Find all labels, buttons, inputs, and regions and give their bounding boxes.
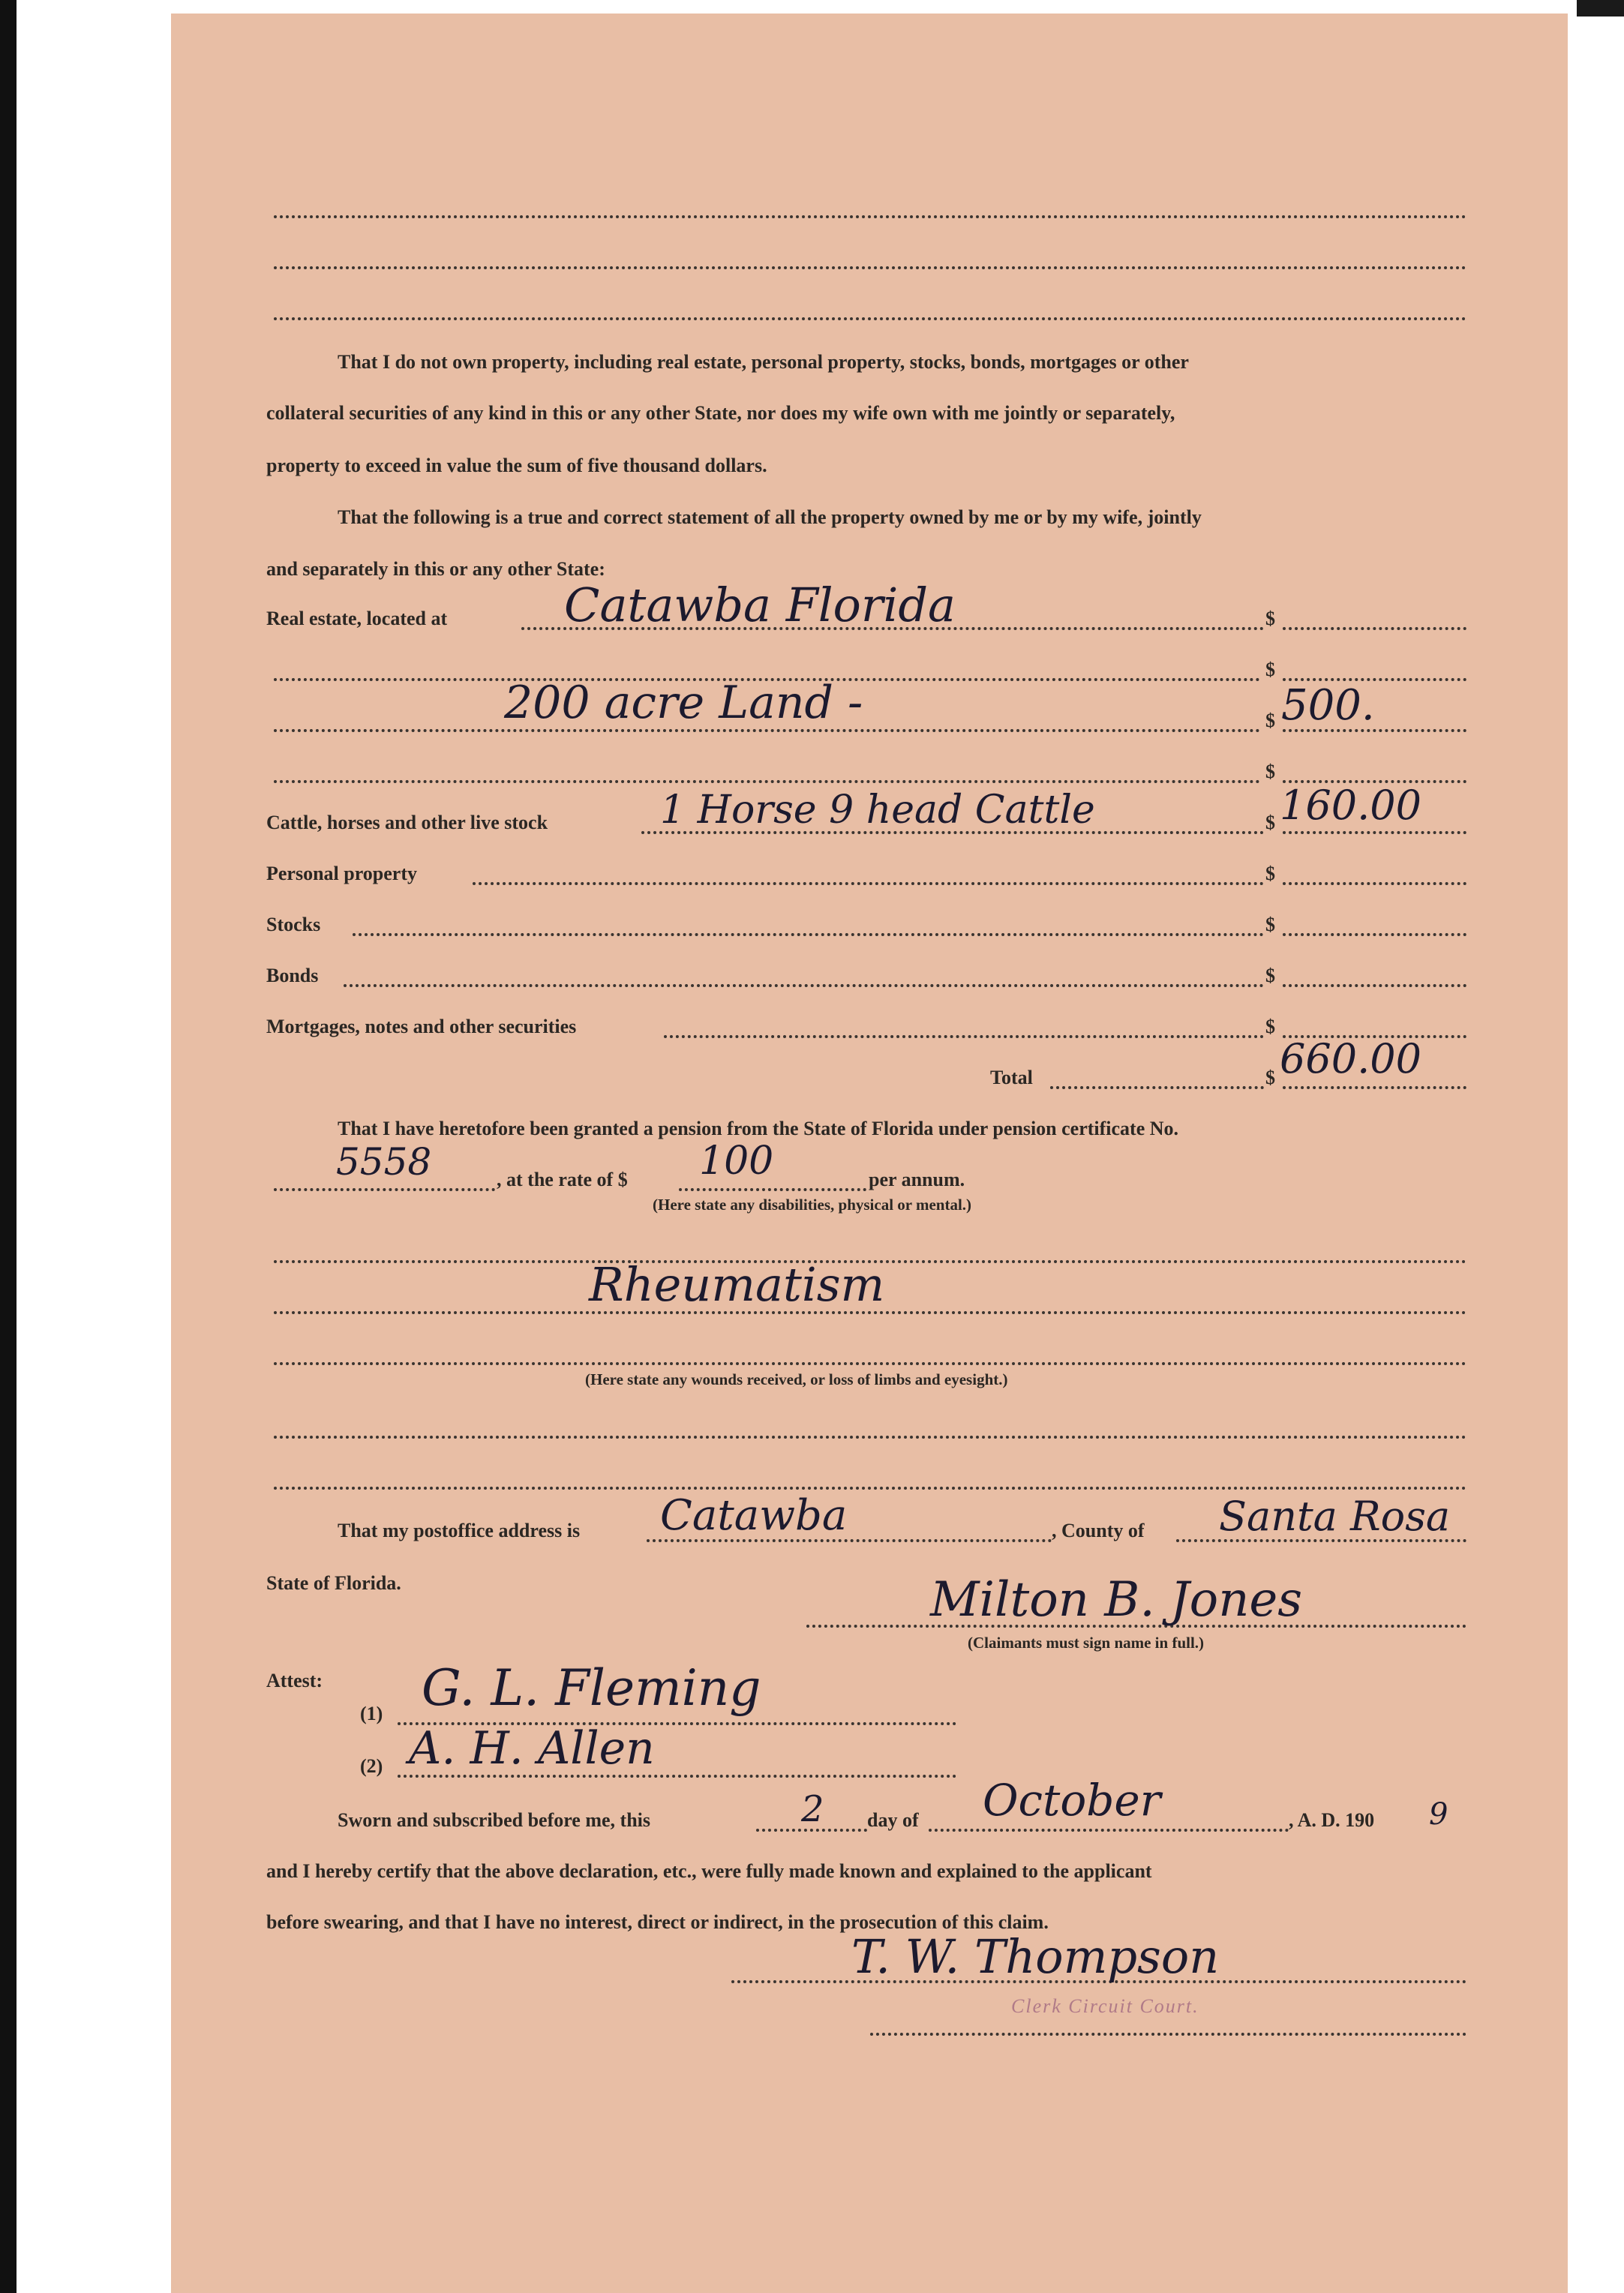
real-estate-label: Real estate, located at bbox=[266, 608, 448, 629]
amount-line bbox=[1283, 624, 1466, 630]
property-list-intro: That the following is a true and correct statement of all the property owned by me or by my wife, jointly bbox=[338, 506, 1202, 528]
disability-entry: Rheumatism bbox=[589, 1257, 885, 1312]
livestock-value: 160.00 bbox=[1280, 782, 1421, 829]
witness-1-signature: G. L. Fleming bbox=[422, 1659, 761, 1717]
rate-line bbox=[679, 1185, 866, 1191]
stocks-label: Stocks bbox=[266, 914, 321, 935]
month-line bbox=[929, 1826, 1289, 1832]
county-label: , County of bbox=[1052, 1520, 1145, 1541]
disability-note: (Here state any disabilities, physical or mental.) bbox=[653, 1196, 972, 1214]
wounds-note: (Here state any wounds received, or loss of limbs and eyesight.) bbox=[585, 1370, 1008, 1388]
bonds-line bbox=[344, 981, 1264, 987]
amount-line bbox=[1283, 1083, 1466, 1089]
postoffice-label: That my postoffice address is bbox=[338, 1520, 581, 1541]
amount-line bbox=[1283, 981, 1466, 987]
certify-statement: and I hereby certify that the above declaration, etc., were fully made known and explained to the applicant bbox=[266, 1860, 1152, 1882]
total-label: Total bbox=[990, 1067, 1033, 1088]
postoffice-entry: Catawba bbox=[660, 1491, 848, 1540]
blank-line bbox=[274, 1484, 1466, 1490]
blank-line bbox=[274, 1433, 1466, 1439]
dollar-sign: $ bbox=[1265, 1067, 1275, 1088]
real-estate-location: Catawba Florida bbox=[564, 578, 956, 632]
personal-property-label: Personal property bbox=[266, 863, 417, 884]
clerk-title-line bbox=[870, 2030, 1466, 2036]
property-statement-line: collateral securities of any kind in this or any other State, nor does my wife own with me jointly or separately, bbox=[266, 402, 1175, 424]
witness-2-signature: A. H. Allen bbox=[409, 1722, 655, 1775]
dollar-sign: $ bbox=[1265, 761, 1275, 782]
amount-line bbox=[1283, 828, 1466, 834]
property-list-intro: and separately in this or any other State: bbox=[266, 558, 605, 580]
clerk-stamp: Clerk Circuit Court. bbox=[1011, 1995, 1199, 2017]
dollar-sign: $ bbox=[1265, 965, 1275, 986]
sworn-month: October bbox=[983, 1775, 1161, 1826]
pension-statement: That I have heretofore been granted a pension from the State of Florida under pension certificate No. bbox=[338, 1118, 1179, 1139]
blank-line bbox=[274, 263, 1466, 269]
livestock-label: Cattle, horses and other live stock bbox=[266, 812, 548, 833]
state-label: State of Florida. bbox=[266, 1572, 401, 1594]
bonds-label: Bonds bbox=[266, 965, 319, 986]
dollar-sign: $ bbox=[1265, 659, 1275, 680]
pension-rate: 100 bbox=[699, 1139, 774, 1184]
dollar-sign: $ bbox=[1265, 812, 1275, 833]
sworn-day: 2 bbox=[801, 1788, 824, 1830]
amount-line bbox=[1283, 879, 1466, 885]
property-statement-line: property to exceed in value the sum of five thousand dollars. bbox=[266, 455, 767, 476]
day-of-label: day of bbox=[867, 1809, 919, 1831]
mortgages-label: Mortgages, notes and other securities bbox=[266, 1016, 577, 1037]
amount-line bbox=[1283, 930, 1466, 936]
clerk-signature: T. W. Thompson bbox=[851, 1929, 1220, 1984]
witness-2-label: (2) bbox=[360, 1755, 383, 1777]
property-statement-line: That I do not own property, including real estate, personal property, stocks, bonds, mortgages or other bbox=[338, 351, 1189, 373]
sworn-year-digit: 9 bbox=[1429, 1797, 1448, 1832]
scan-edge bbox=[0, 0, 17, 2293]
year-label: , A. D. 190 bbox=[1289, 1809, 1375, 1831]
dollar-sign: $ bbox=[1265, 608, 1275, 629]
livestock-description: 1 Horse 9 head Cattle bbox=[660, 788, 1095, 833]
signature-note: (Claimants must sign name in full.) bbox=[968, 1634, 1205, 1652]
mortgages-line bbox=[664, 1032, 1264, 1038]
land-value: 500. bbox=[1281, 681, 1375, 730]
amount-line bbox=[1283, 675, 1466, 681]
certificate-number: 5558 bbox=[336, 1140, 432, 1184]
land-description: 200 acre Land - bbox=[504, 677, 863, 729]
total-value: 660.00 bbox=[1280, 1035, 1421, 1082]
witness-1-label: (1) bbox=[360, 1703, 383, 1724]
sworn-label: Sworn and subscribed before me, this bbox=[338, 1809, 651, 1831]
personal-property-line bbox=[473, 879, 1264, 885]
dollar-sign: $ bbox=[1265, 1016, 1275, 1037]
dollar-sign: $ bbox=[1265, 914, 1275, 935]
per-annum-label: per annum. bbox=[869, 1169, 965, 1190]
claimant-signature: Milton B. Jones bbox=[930, 1572, 1303, 1628]
certify-statement: before swearing, and that I have no interest, direct or indirect, in the prosecution of this claim. bbox=[266, 1911, 1049, 1933]
county-entry: Santa Rosa bbox=[1219, 1493, 1451, 1540]
total-line bbox=[1050, 1083, 1264, 1089]
blank-line bbox=[274, 212, 1466, 218]
dollar-sign: $ bbox=[1265, 863, 1275, 884]
dollar-sign: $ bbox=[1265, 710, 1275, 731]
blank-line bbox=[274, 777, 1260, 783]
rate-label: , at the rate of $ bbox=[497, 1169, 628, 1190]
scan-corner bbox=[1577, 0, 1624, 17]
stocks-line bbox=[353, 930, 1264, 936]
blank-line bbox=[274, 1359, 1466, 1365]
blank-line bbox=[274, 314, 1466, 320]
certificate-line bbox=[274, 1185, 495, 1191]
attest-label: Attest: bbox=[266, 1670, 323, 1691]
